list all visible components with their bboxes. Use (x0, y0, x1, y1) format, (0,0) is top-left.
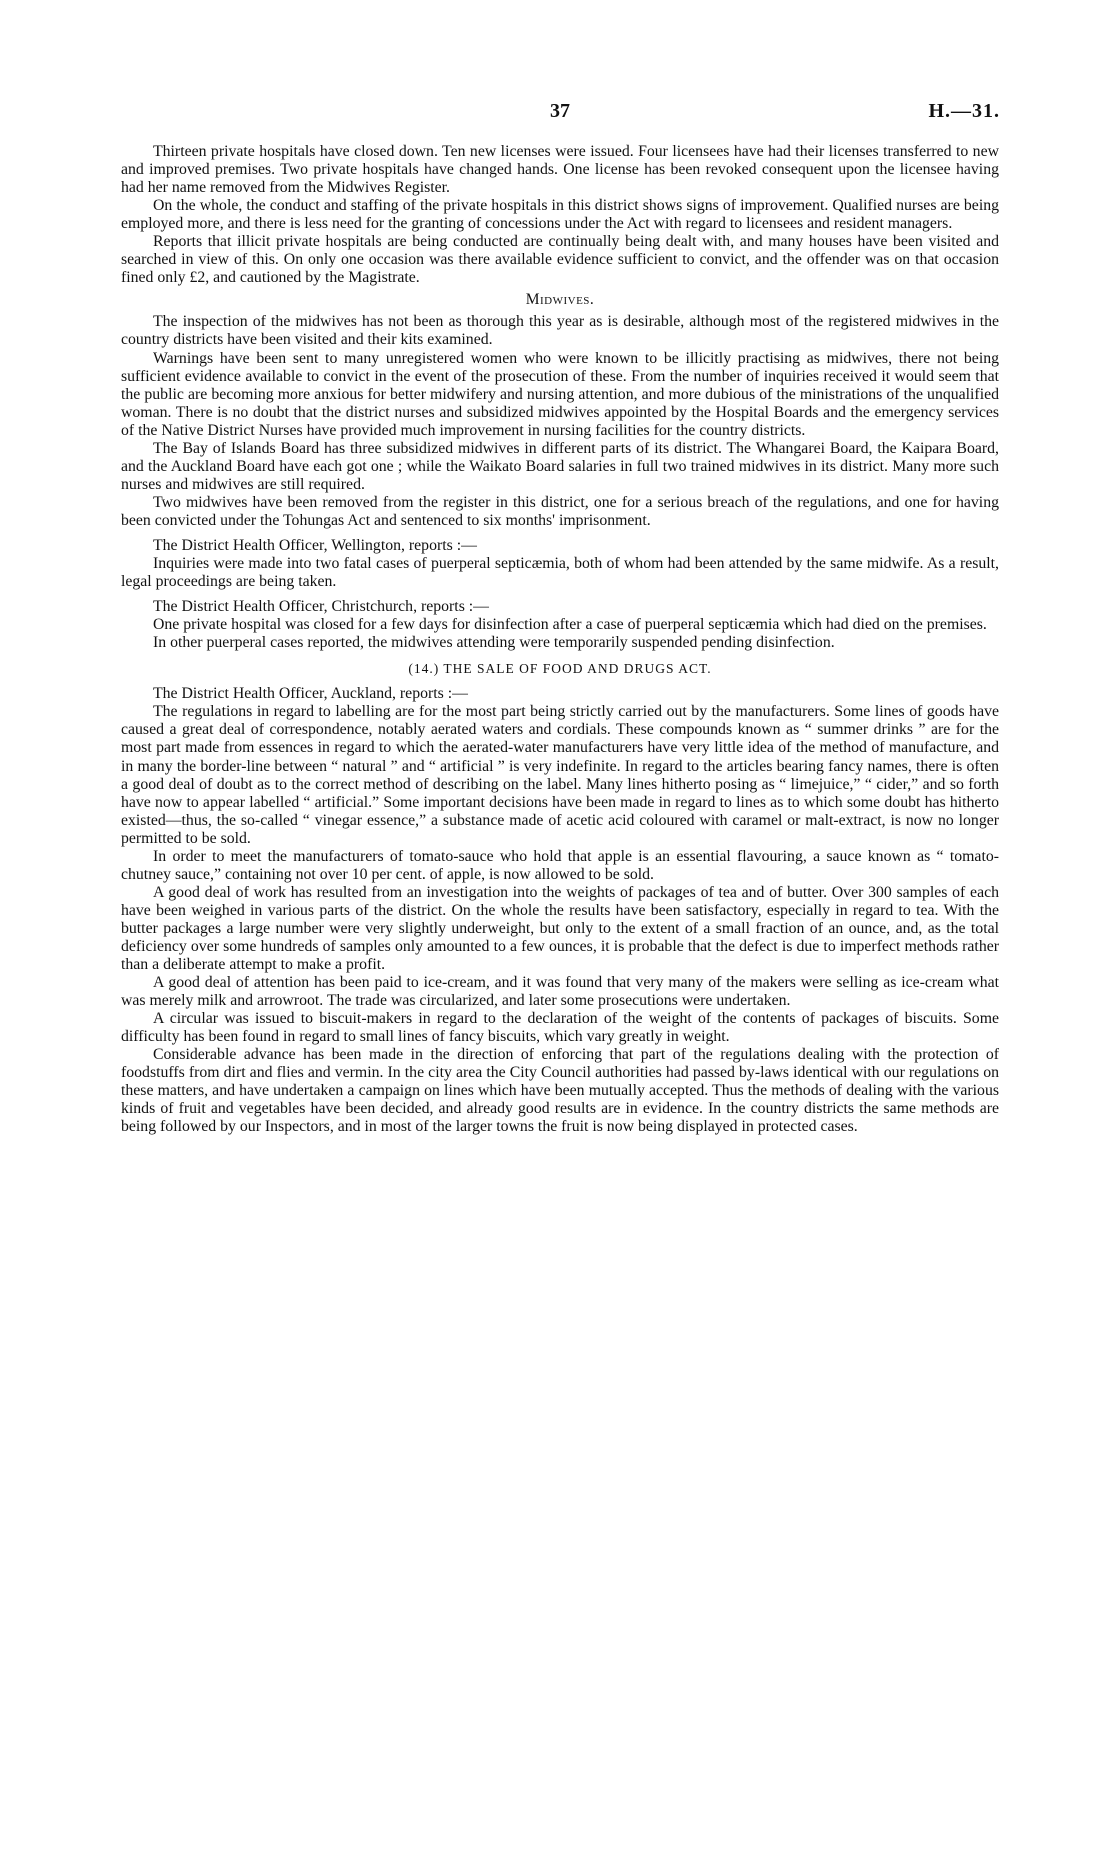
section-heading-food-and-drugs: (14.) THE SALE OF FOOD AND DRUGS ACT. (408, 661, 712, 677)
paragraph: Reports that illicit private hospitals are being conducted are continually being dealt with, and many houses have been visited and searched in view of this. On only one occasion was there available evidence sufficient to convict, and the offender was on that occasion fined only £2, and cautioned by the Magistrate. (121, 233, 999, 287)
page-number: 37 (550, 100, 570, 122)
page-header (120, 100, 1000, 128)
paragraph: A circular was issued to biscuit-makers in regard to the declaration of the weight of the contents of packages of biscuits. Some difficulty has been found in regard to small lines of fancy biscuits, which vary greatly in weight. (121, 1010, 999, 1046)
body-text (121, 143, 999, 1136)
paragraph: Considerable advance has been made in the direction of enforcing that part of the regulations dealing with the protection of foodstuffs from dirt and flies and vermin. In the city area the City Council authorities had passed by-laws identical with our regulations on these matters, and have undertaken a campaign on lines which have been mutually accepted. Thus the methods of dealing with the various kinds of fruit and vegetables have been decided, and already good results are in evidence. In the country districts the same methods are being followed by our Inspectors, and in most of the larger towns the fruit is now being displayed in protected cases. (121, 1046, 999, 1136)
paragraph: In other puerperal cases reported, the midwives attending were temporarily suspended pending disinfection. (153, 634, 835, 652)
paragraph: A good deal of work has resulted from an investigation into the weights of packages of tea and of butter. Over 300 samples of each have been weighed in various parts of the district. On the whole the results have been satisfactory, especially in regard to tea. With the butter packages a large number were very slightly underweight, but only to the extent of a small fraction of an ounce, and, as the total deficiency over some hundreds of samples only amounted to a few ounces, it is probable that the defect is due to imperfect methods rather than a deliberate attempt to make a profit. (121, 883, 999, 974)
paragraph: Two midwives have been removed from the register in this district, one for a serious breach of the regulations, and one for having been convicted under the Tohungas Act and sentenced to six months' imprisonment. (121, 493, 999, 529)
paragraph: In order to meet the manufacturers of tomato-sauce who hold that apple is an essential flavouring, a sauce known as “ tomato-chutney sauce,” containing not over 10 per cent. of apple, is now allowed to be sold. (121, 847, 999, 883)
paragraph: The inspection of the midwives has not been as thorough this year as is desirable, although most of the registered midwives in the country districts have been visited and their kits examined. (121, 313, 999, 349)
paragraph: A good deal of attention has been paid to ice-cream, and it was found that very many of the makers were selling as ice-cream what was merely milk and arrowroot. The trade was circularized, and later some prosecutions were undertaken. (121, 974, 999, 1010)
paragraph: The regulations in regard to labelling are for the most part being strictly carried out by the manufacturers. Some lines of goods have caused a great deal of correspondence, notably aerated waters and cordials. These compounds known as “ summer drinks ” are for the most part made from essences in regard to which the aerated-water manufacturers have very little idea of the method of manufacture, and in many the border-line between “ natural ” and “ artificial ” is very indefinite. In regard to the articles bearing fancy names, there is often a good deal of doubt as to the correct method of describing on the label. Many lines hitherto posing as “ limejuice,” “ cider,” and so forth have now to appear labelled “ artificial.” Some important decisions have been made in regard to lines as to which some doubt has hitherto existed—thus, the so-called “ vinegar essence,” a substance made of acetic acid coloured with caramel or malt-extract, is now no longer permitted to be sold. (121, 703, 999, 847)
paragraph: On the whole, the conduct and staffing of the private hospitals in this district shows signs of improvement. Qualified nurses are being employed more, and there is less need for the granting of concessions under the Act with regard to licensees and resident managers. (121, 197, 999, 233)
paragraph: The District Health Officer, Christchurch, reports :— (153, 598, 489, 616)
paragraph: The Bay of Islands Board has three subsidized midwives in different parts of its district. The Whangarei Board, the Kaipara Board, and the Auckland Board have each got one ; while the Waikato Board salaries in full two trained midwives in its district. Many more such nurses and midwives are still required. (121, 439, 999, 493)
document-reference: H.—31. (928, 100, 1000, 122)
paragraph: Inquiries were made into two fatal cases of puerperal septicæmia, both of whom had been attended by the same midwife. As a result, legal proceedings are being taken. (121, 555, 999, 591)
section-heading-midwives: Midwives. (525, 291, 595, 309)
paragraph: Thirteen private hospitals have closed down. Ten new licenses were issued. Four licensees have had their licenses transferred to new and improved premises. Two private hospitals have changed hands. One license has been revoked consequent upon the licensee having had her name removed from the Midwives Register. (121, 143, 999, 197)
paragraph: Warnings have been sent to many unregistered women who were known to be illicitly practising as midwives, there not being sufficient evidence available to convict in the event of the prosecution of these. From the number of inquiries received it would seem that the public are becoming more anxious for better midwifery and nursing attention, and more dubious of the ministrations of the unqualified woman. There is no doubt that the district nurses and subsidized midwives appointed by the Hospital Boards and the emergency services of the Native District Nurses have provided much improvement in nursing facilities for the country districts. (121, 349, 999, 439)
paragraph: One private hospital was closed for a few days for disinfection after a case of puerperal septicæmia which had died on the premises. (153, 616, 987, 634)
paragraph: The District Health Officer, Wellington, reports :— (153, 536, 477, 554)
paragraph: The District Health Officer, Auckland, reports :— (153, 685, 468, 703)
